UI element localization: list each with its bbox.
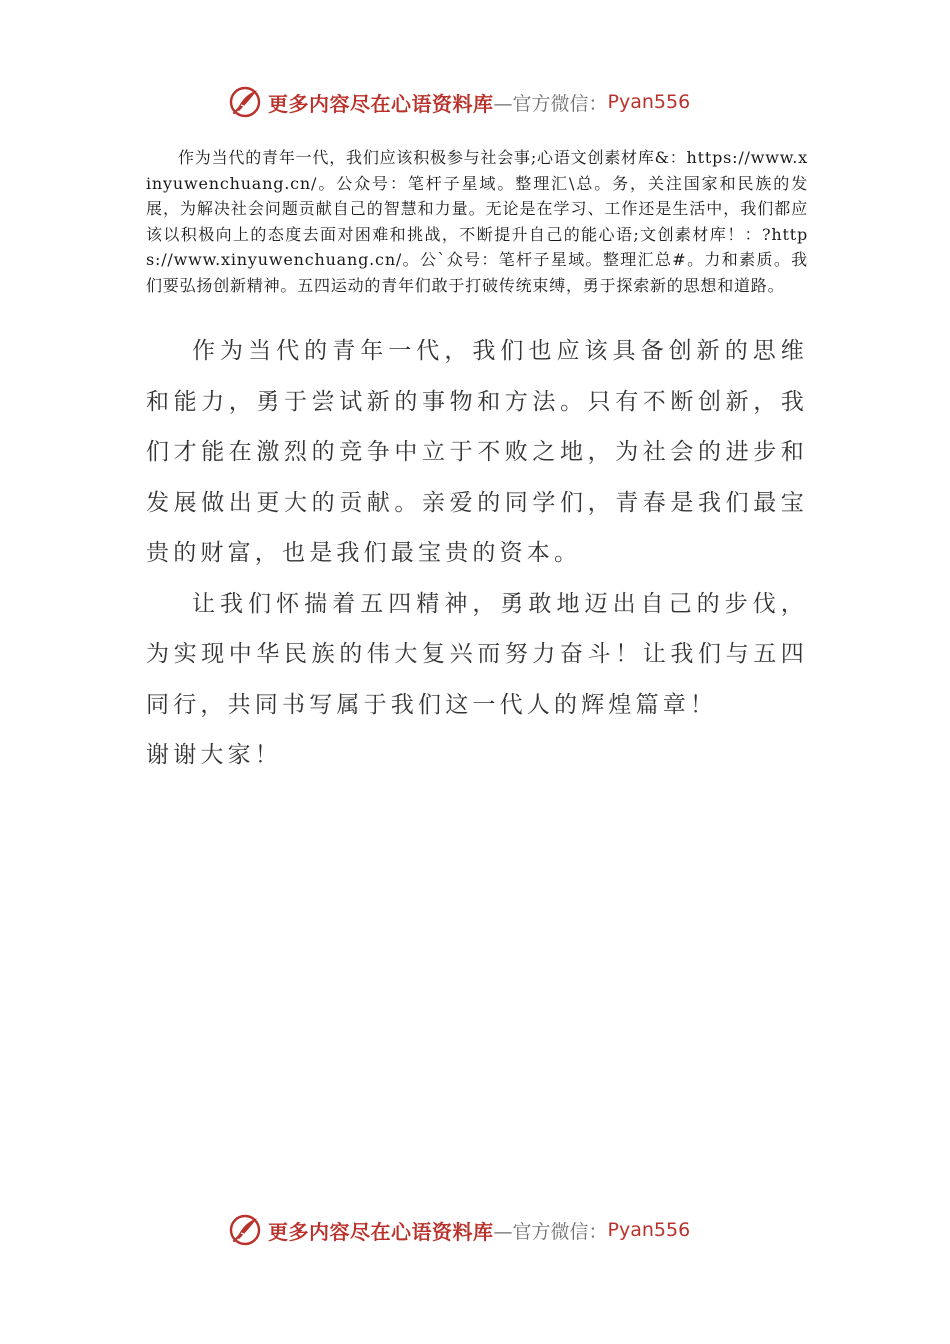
footer-watermark bbox=[228, 1210, 748, 1250]
header-watermark bbox=[228, 82, 748, 122]
pen-logo-icon bbox=[228, 85, 262, 119]
watermark-separator: —官方微信： bbox=[493, 92, 608, 115]
watermark-wechat-id: Pyan556 bbox=[607, 91, 691, 113]
body-paragraph: 让我们怀揣着五四精神，勇敢地迈出自己的步伐，为实现中华民族的伟大复兴而努力奋斗！让我们与五四同行，共同书写属于我们这一代人的辉煌篇章！ bbox=[146, 590, 808, 718]
intro-paragraph: 作为当代的青年一代，我们应该积极参与社会事;心语文创素材库&：https://www.xinyuwenchuang.cn/。公众号：笔杆子星域。整理汇\总。务，关注国家和民族的发展，为解决社会问题贡献自己的智慧和力量。无论是在学习、工作还是生活中，我们都应该以积极向上的态度去面对困难和挑战，不断提升自己的能心语;文创素材库！：?https://www.xinyuwenchuang.cn/。公`众号：笔杆子星域。整理汇总#。力和素质。我们要弘扬创新精神。五四运动的青年们敢于打破传统束缚，勇于探索新的思想和道路。 bbox=[146, 148, 808, 295]
document-body bbox=[146, 326, 808, 781]
body-paragraph: 作为当代的青年一代，我们也应该具备创新的思维和能力，勇于尝试新的事物和方法。只有不断创新，我们才能在激烈的竞争中立于不败之地，为社会的进步和发展做出更大的贡献。亲爱的同学们，青春是我们最宝贵的财富，也是我们最宝贵的资本。 bbox=[146, 338, 808, 566]
closing-line: 谢谢大家！ bbox=[146, 742, 282, 768]
watermark-wechat-id: Pyan556 bbox=[607, 1219, 691, 1241]
pen-logo-icon bbox=[228, 1213, 262, 1247]
watermark-brand: 更多内容尽在心语资料库 bbox=[268, 91, 494, 116]
watermark-brand: 更多内容尽在心语资料库 bbox=[268, 1219, 494, 1244]
watermark-separator: —官方微信： bbox=[493, 1220, 608, 1243]
